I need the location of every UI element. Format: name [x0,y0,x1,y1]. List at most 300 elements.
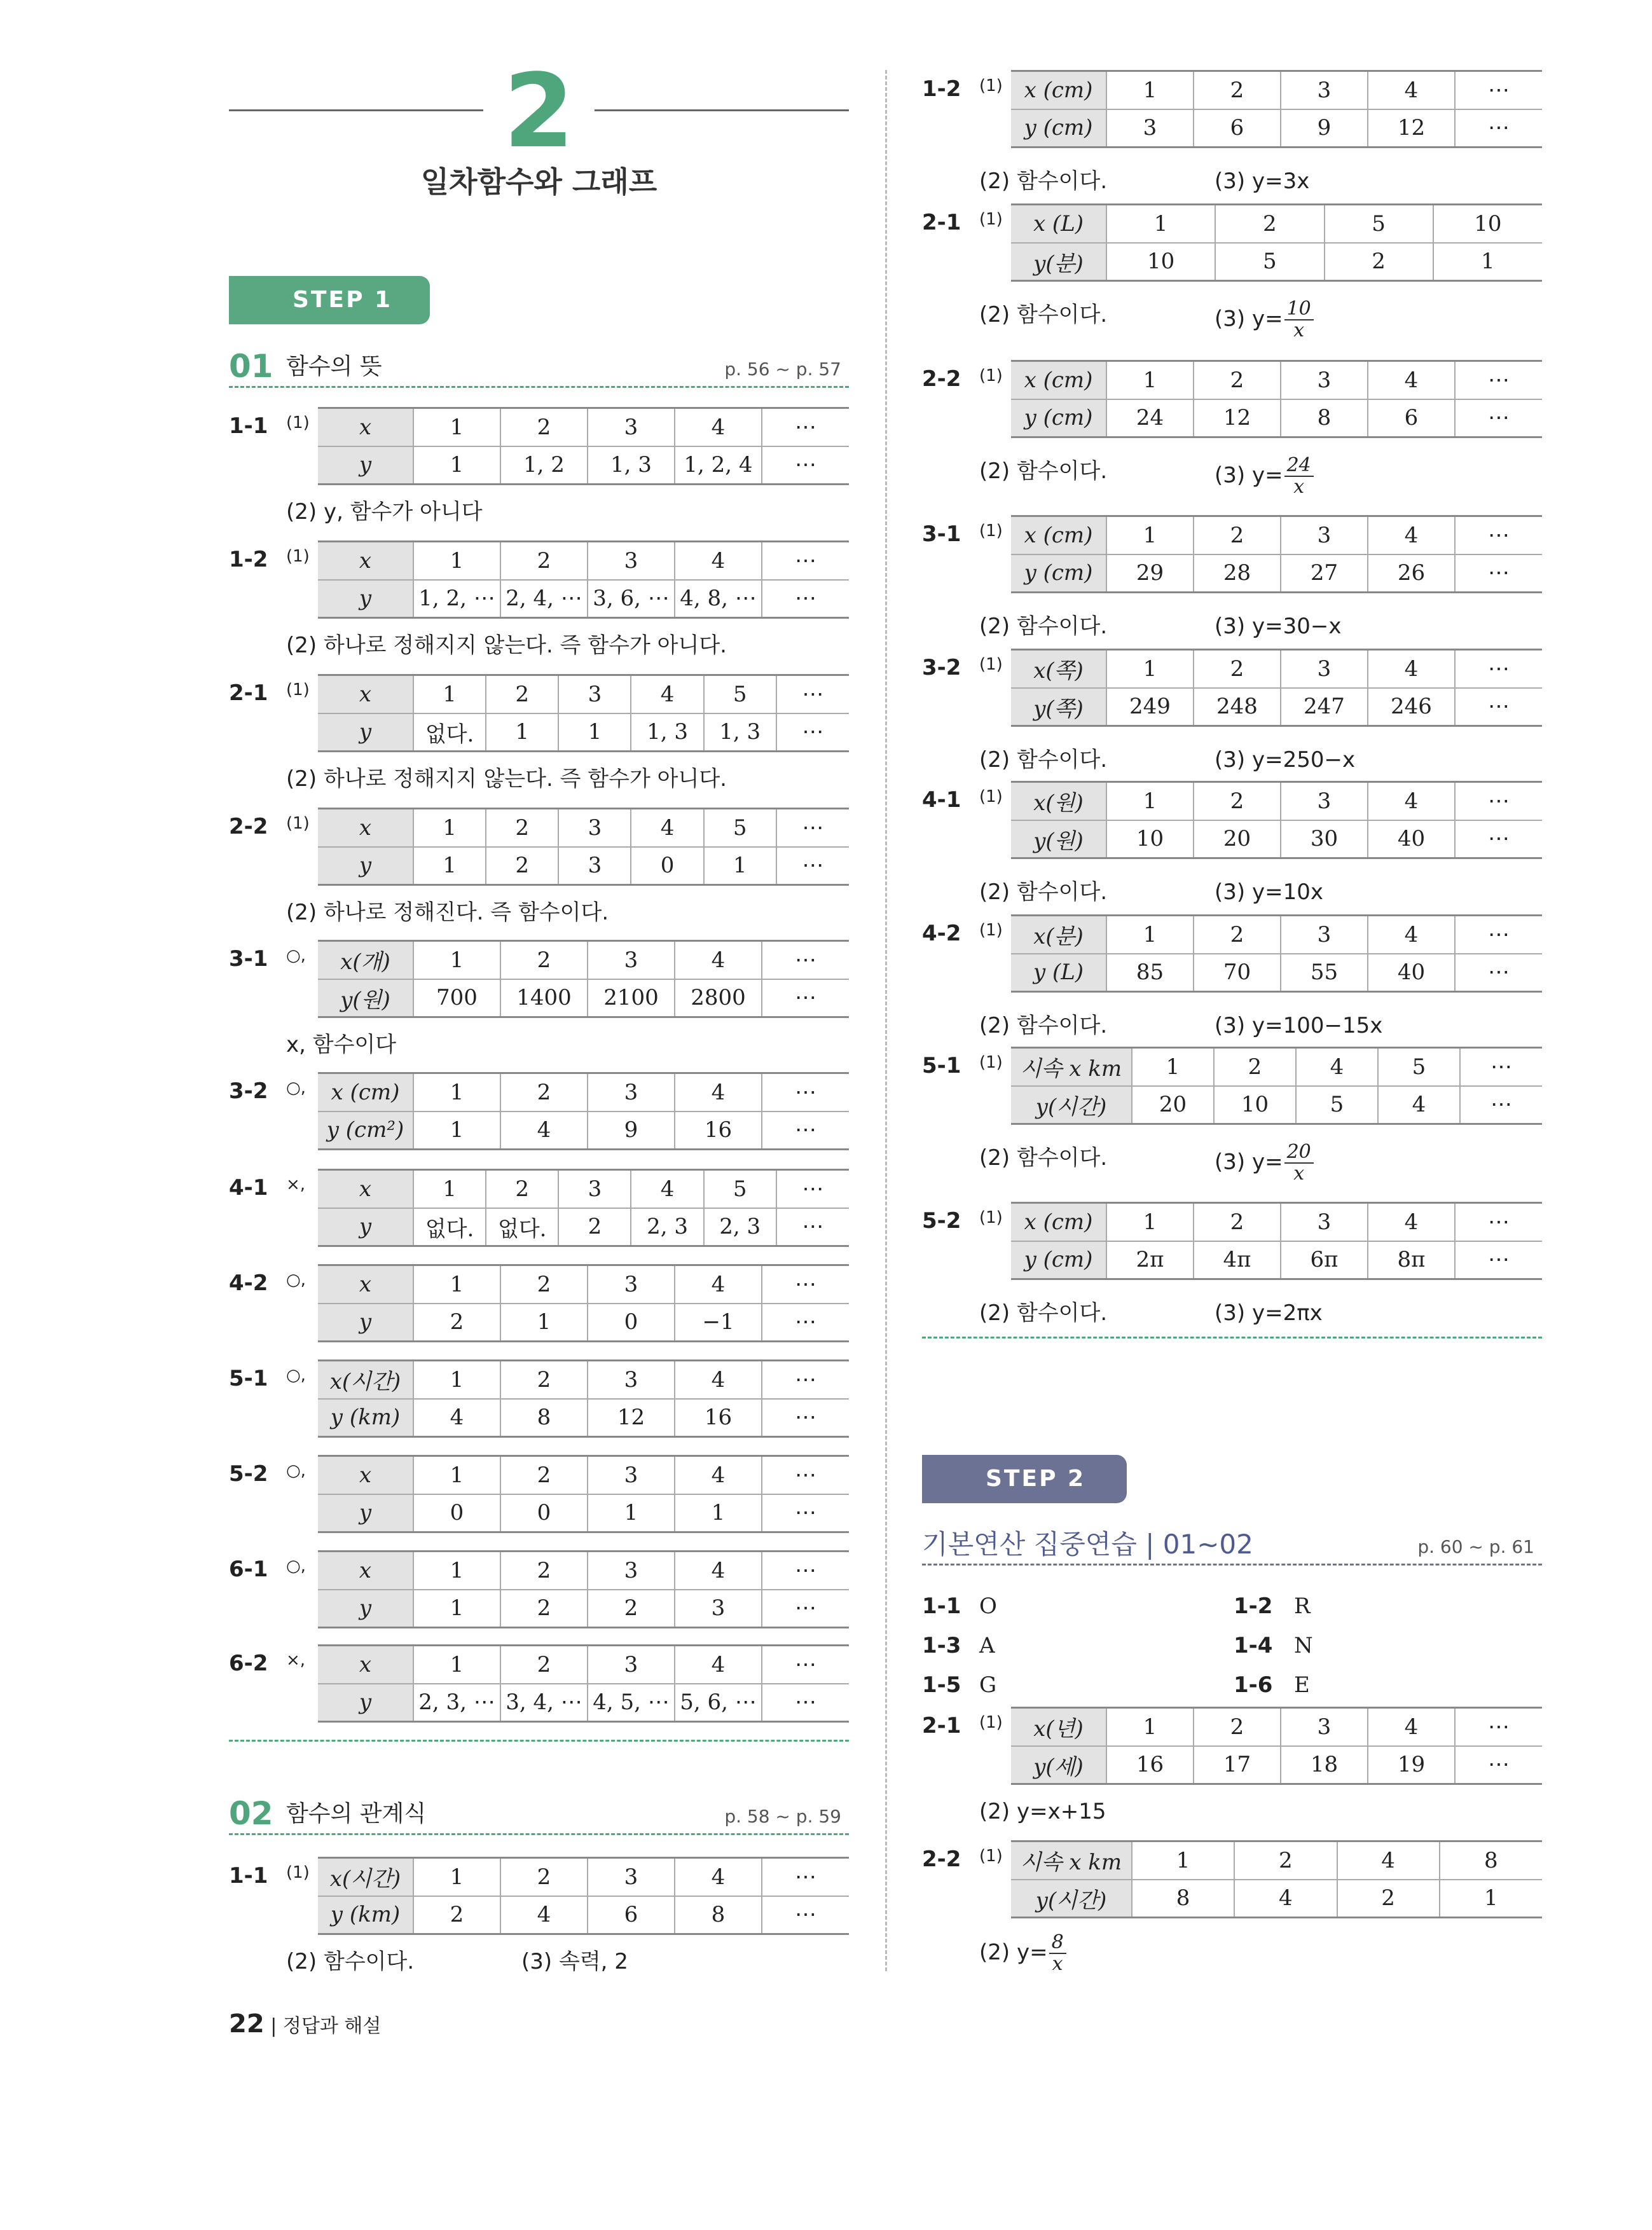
table-cell: ⋯ [776,847,849,885]
row-header: y(시간) [1011,1086,1132,1124]
row-header: y [318,1590,413,1628]
table-row [1011,1203,1542,1241]
table-cell: 2 [500,1361,588,1399]
table-cell: 1, 2, ⋯ [413,580,500,618]
answer-table [318,1359,849,1438]
table-cell: ⋯ [762,1646,849,1684]
answer-line: (2) 함수이다. [979,614,1108,639]
answer-table [1011,360,1542,438]
table-cell: 8 [500,1399,588,1437]
table-cell: ⋯ [1455,688,1542,726]
table-cell: 1 [413,809,486,847]
table-cell: 10 [1214,1086,1296,1124]
table-cell: 3 [1281,516,1368,554]
table-cell: ⋯ [762,580,849,618]
row-header: x [318,1170,413,1208]
table-cell: 1 [704,847,776,885]
table-row [318,979,849,1017]
table-cell: ⋯ [762,1896,849,1934]
answer-line: (2) 함수이다. [286,1949,415,1974]
table-cell: 2 [1337,1880,1440,1918]
problem-number: 2-1 [229,680,268,706]
table-cell: 1 [1106,361,1194,399]
table-cell: 2 [500,1858,588,1896]
table-cell: ⋯ [1455,1203,1542,1241]
row-header: y(원) [1011,820,1106,858]
table-cell: 4π [1194,1241,1281,1279]
table-cell: 5 [1378,1048,1460,1086]
column-divider [885,70,887,1971]
step2-badge: STEP 2 [922,1455,1127,1503]
table-cell: 1 [413,1073,500,1112]
table-row [318,1112,849,1150]
table-cell: 2 [1214,1048,1296,1086]
table-cell: 70 [1194,954,1281,992]
answer-line: (2) 함수이다. [979,879,1108,905]
table-cell: 1 [1106,205,1215,243]
table-cell: 0 [413,1494,500,1532]
table-cell: 1 [1106,71,1194,109]
table-cell: ⋯ [1455,820,1542,858]
table-cell: 27 [1281,554,1368,593]
row-header: x(년) [1011,1708,1106,1746]
problem-marker: ×, [286,1175,306,1194]
row-header: y (cm) [1011,109,1106,148]
table-cell: 2 [413,1896,500,1934]
row-header: y [318,446,413,485]
table-cell: 없다. [413,1208,486,1246]
table-cell: 3 [558,675,631,713]
table-cell: 3 [588,1361,675,1399]
table-row [318,1552,849,1590]
table-cell: 1 [500,1304,588,1342]
table-cell: 1 [413,941,500,979]
table-cell: 3 [1281,916,1368,954]
table-cell: 1 [1132,1841,1234,1880]
table-row [318,1265,849,1304]
row-header: y (km) [318,1399,413,1437]
table-row [318,1304,849,1342]
table-cell: 16 [675,1399,762,1437]
table-cell: 20 [1132,1086,1214,1124]
row-header: y [318,1684,413,1722]
answer-line: (3) y=10x [1215,879,1323,905]
table-cell: 24 [1106,399,1194,437]
answer-line: (2) 하나로 정해진다. 즉 함수이다. [286,900,609,925]
table-cell: 4 [631,675,703,713]
row-header: x [318,1456,413,1494]
problem-number: 2-2 [229,814,268,839]
table-row [1011,243,1542,281]
table-cell: ⋯ [762,1304,849,1342]
table-cell: 4 [631,1170,703,1208]
table-cell: 4 [500,1112,588,1150]
row-header: y(쪽) [1011,688,1106,726]
table-cell: 1 [1106,916,1194,954]
table-cell: ⋯ [762,1684,849,1722]
table-cell: 1 [413,446,500,485]
numerator: 20 [1284,1142,1314,1164]
problem-number: 1-1 [922,1593,961,1619]
table-cell: 1 [1106,1203,1194,1241]
table-cell: 1, 2 [500,446,588,485]
answer-table [1011,515,1542,593]
chapter-number: 2 [503,52,575,170]
table-cell: 없다. [486,1208,558,1246]
table-cell: 4 [675,1456,762,1494]
problem-marker: ○, [286,1078,306,1098]
table-cell: 1, 2, 4 [675,446,762,485]
table-row [318,847,849,885]
table-cell: ⋯ [1455,399,1542,437]
problem-number: 6-2 [229,1651,268,1676]
table-cell: 4 [1368,1708,1455,1746]
row-header: y [318,847,413,885]
table-cell: ⋯ [762,941,849,979]
table-row [318,446,849,485]
problem-marker: (1) [979,366,1003,385]
table-cell: ⋯ [776,713,849,752]
problem-marker: (1) [286,413,310,432]
table-row [1011,1708,1542,1746]
section-01-header [229,347,849,388]
table-cell: 5 [704,1170,776,1208]
footer-label: 정답과 해설 [282,2015,382,2037]
table-cell: 30 [1281,820,1368,858]
section-title: 함수의 관계식 [286,1801,427,1827]
problem-number: 3-1 [922,521,961,547]
row-header: 시속 x km [1011,1048,1132,1086]
table-cell: ⋯ [762,1073,849,1112]
table-cell: ⋯ [1460,1048,1542,1086]
table-row [318,1361,849,1399]
answer-table [1011,1840,1542,1918]
table-row [1011,1746,1542,1784]
table-cell: 1 [413,1265,500,1304]
table-cell: 2 [1234,1841,1337,1880]
table-cell: −1 [675,1304,762,1342]
denominator: x [1293,476,1305,498]
problem-number: 6-1 [229,1557,268,1582]
answer-table [318,1857,849,1935]
table-cell: 2 [413,1304,500,1342]
problem-number: 1-1 [229,413,268,439]
table-row [1011,1880,1542,1918]
problem-number: 4-1 [229,1175,268,1201]
row-header: x(시간) [318,1858,413,1896]
table-cell: ⋯ [1455,554,1542,593]
table-cell: 1 [413,847,486,885]
answer-table [1011,1202,1542,1280]
table-cell: 247 [1281,688,1368,726]
table-cell: 1 [1106,1708,1194,1746]
table-cell: 16 [1106,1746,1194,1784]
table-cell: ⋯ [776,809,849,847]
fraction [1049,1932,1066,1974]
table-cell: 700 [413,979,500,1017]
answer-line: (2) 함수이다. [979,747,1108,773]
table-cell: ⋯ [1455,650,1542,688]
row-header: x (cm) [1011,361,1106,399]
table-cell: 2 [1194,71,1281,109]
table-row [318,1590,849,1628]
row-header: x(시간) [318,1361,413,1399]
table-cell: 246 [1368,688,1455,726]
table-cell: 2800 [675,979,762,1017]
answer-line: (3) y=30−x [1215,614,1342,639]
table-cell: 4 [1296,1048,1378,1086]
table-cell: 1, 3 [588,446,675,485]
table-cell: 4 [675,1552,762,1590]
problem-number: 4-2 [922,921,961,946]
section-pages: p. 58 ~ p. 59 [724,1806,841,1827]
problem-number: 4-2 [229,1270,268,1296]
table-cell: 4 [675,941,762,979]
row-header: y (cm) [1011,1241,1106,1279]
answer-line: (3) y=100−15x [1215,1013,1383,1038]
table-row [318,1073,849,1112]
table-cell: ⋯ [762,408,849,446]
answer-line: (2) 함수이다. [979,1145,1108,1171]
table-cell: 3 [1281,1203,1368,1241]
table-cell: 19 [1368,1746,1455,1784]
table-cell: 1 [413,1112,500,1150]
section-pages: p. 60 ~ p. 61 [1417,1536,1534,1557]
answer-table [318,1644,849,1723]
table-cell: 4 [675,1361,762,1399]
problem-number: 1-2 [922,76,961,102]
problem-number: 1-2 [229,547,268,572]
step1-badge: STEP 1 [229,276,430,324]
problem-number: 3-2 [922,655,961,680]
table-cell: ⋯ [762,1494,849,1532]
table-cell: 2 [486,809,558,847]
table-cell: 2 [1215,205,1324,243]
row-header: x [318,1265,413,1304]
answer-table [318,540,849,619]
problem-number: 5-2 [229,1461,268,1487]
answer-table [1011,914,1542,993]
table-cell: 4 [1368,71,1455,109]
table-row [318,809,849,847]
problem-number: 3-1 [229,946,268,972]
table-cell: ⋯ [1455,361,1542,399]
table-cell: 2 [588,1590,675,1628]
row-header: x [318,1552,413,1590]
table-cell: 2 [1194,650,1281,688]
problem-number: 4-1 [922,787,961,813]
answer-line: (3) 속력, 2 [521,1949,628,1974]
table-cell: 12 [1194,399,1281,437]
table-row [318,580,849,618]
problem-marker: ○, [286,1557,306,1576]
table-row [1011,1086,1542,1124]
table-row [1011,399,1542,437]
row-header: x(분) [1011,916,1106,954]
answer-table [1011,1047,1542,1125]
table-cell: 17 [1194,1746,1281,1784]
answer-line: (3) y=2πx [1215,1300,1323,1326]
table-cell: 2 [486,1170,558,1208]
table-cell: 1 [1106,650,1194,688]
table-cell: 3 [1281,71,1368,109]
problem-number: 5-2 [922,1208,961,1234]
table-cell: 6 [588,1896,675,1934]
answer-line: (2) 함수이다. [979,1300,1108,1326]
footer-divider: | [270,2015,283,2037]
table-cell: ⋯ [1455,1708,1542,1746]
table-cell: ⋯ [776,1170,849,1208]
table-cell: 5 [704,809,776,847]
answer-letter: E [1294,1672,1310,1698]
table-row [1011,554,1542,593]
table-cell: 5 [1215,243,1324,281]
table-row [1011,820,1542,858]
table-cell: 4, 5, ⋯ [588,1684,675,1722]
problem-marker: ○, [286,946,306,965]
table-cell: 2 [1194,1203,1281,1241]
table-cell: ⋯ [776,675,849,713]
table-row [1011,688,1542,726]
row-header: x(개) [318,941,413,979]
numerator: 8 [1049,1932,1066,1954]
table-cell: 6 [1194,109,1281,148]
table-cell: 8 [1281,399,1368,437]
answer-letter: N [1294,1633,1313,1658]
table-cell: 0 [588,1304,675,1342]
table-row [1011,782,1542,820]
problem-marker: (1) [979,655,1003,674]
table-cell: 249 [1106,688,1194,726]
table-cell: 12 [1368,109,1455,148]
row-header: x [318,408,413,446]
table-cell: ⋯ [762,1112,849,1150]
problem-marker: (1) [979,1208,1003,1227]
table-cell: 4 [1368,516,1455,554]
answer-line: (3) y=250−x [1215,747,1356,773]
answer-letter: R [1294,1593,1311,1619]
table-cell: 0 [631,847,703,885]
answer-table [318,1072,849,1150]
table-cell: 4 [675,542,762,580]
table-cell: 4 [675,1265,762,1304]
table-cell: 1 [413,1646,500,1684]
table-cell: 3 [588,941,675,979]
table-cell: 4 [675,1646,762,1684]
table-cell: 1 [413,1858,500,1896]
table-cell: ⋯ [762,1590,849,1628]
table-cell: 4, 8, ⋯ [675,580,762,618]
table-cell: 5 [704,675,776,713]
fraction [1284,1142,1314,1184]
table-cell: 10 [1106,820,1194,858]
table-cell: 3, 6, ⋯ [588,580,675,618]
chapter-header [229,52,849,199]
answer-table [318,407,849,485]
table-cell: 2 [500,1265,588,1304]
row-header: y (cm) [1011,399,1106,437]
table-cell: 4 [675,408,762,446]
problem-marker: ×, [286,1651,306,1670]
row-header: x (cm) [318,1073,413,1112]
table-cell: 2 [486,847,558,885]
table-row [318,1494,849,1532]
row-header: x [318,1646,413,1684]
table-cell: 85 [1106,954,1194,992]
table-cell: 9 [588,1112,675,1150]
problem-number: 1-5 [922,1672,961,1698]
table-cell: 2 [500,1073,588,1112]
problem-number: 1-2 [1234,1593,1273,1619]
table-cell: 1 [413,1170,486,1208]
table-cell: 3 [558,809,631,847]
row-header: x [318,809,413,847]
answer-line: (2) 하나로 정해지지 않는다. 즉 함수가 아니다. [286,766,727,792]
table-cell: 12 [588,1399,675,1437]
problem-number: 2-1 [922,210,961,235]
table-cell: 4 [413,1399,500,1437]
row-header: y(시간) [1011,1880,1132,1918]
table-row [318,1208,849,1246]
table-cell: 2 [1194,782,1281,820]
table-cell: 10 [1106,243,1215,281]
answer-line: (2) 하나로 정해지지 않는다. 즉 함수가 아니다. [286,633,727,658]
table-cell: 2, 3, ⋯ [413,1684,500,1722]
table-cell: 2 [500,941,588,979]
problem-marker: ○, [286,1366,306,1385]
table-cell: 없다. [413,713,486,752]
row-header: y (km) [318,1896,413,1934]
table-cell: ⋯ [1455,516,1542,554]
problem-marker: (1) [979,921,1003,940]
table-cell: ⋯ [1455,109,1542,148]
answer-table [318,1264,849,1342]
table-row [1011,650,1542,688]
table-cell: ⋯ [1455,916,1542,954]
answer-table [318,808,849,886]
table-cell: 8 [1440,1841,1542,1880]
numerator: 10 [1284,299,1314,320]
table-cell: 2 [558,1208,631,1246]
table-cell: 6 [1368,399,1455,437]
table-cell: 4 [631,809,703,847]
answer-line: (2) 함수이다. [979,458,1108,484]
table-cell: 1 [1106,516,1194,554]
table-cell: 6π [1281,1241,1368,1279]
answer-letter: A [979,1633,995,1658]
table-cell: 0 [500,1494,588,1532]
answer-line: (2) 함수이다. [979,1013,1108,1038]
table-cell: 10 [1433,205,1542,243]
table-cell: 4 [500,1896,588,1934]
table-cell: 1 [1106,782,1194,820]
row-header: y [318,1304,413,1342]
page-number: 22 [229,2009,265,2039]
table-cell: ⋯ [776,1208,849,1246]
table-cell: 2 [500,542,588,580]
table-cell: ⋯ [762,1361,849,1399]
row-header: y [318,580,413,618]
table-cell: 3 [588,1073,675,1112]
section-separator [229,1740,849,1742]
problem-number: 1-4 [1234,1633,1273,1658]
table-row [1011,71,1542,109]
table-cell: 4 [1378,1086,1460,1124]
fraction [1284,455,1314,497]
table-row [318,675,849,713]
table-cell: ⋯ [1455,782,1542,820]
problem-marker: (1) [979,1713,1003,1732]
